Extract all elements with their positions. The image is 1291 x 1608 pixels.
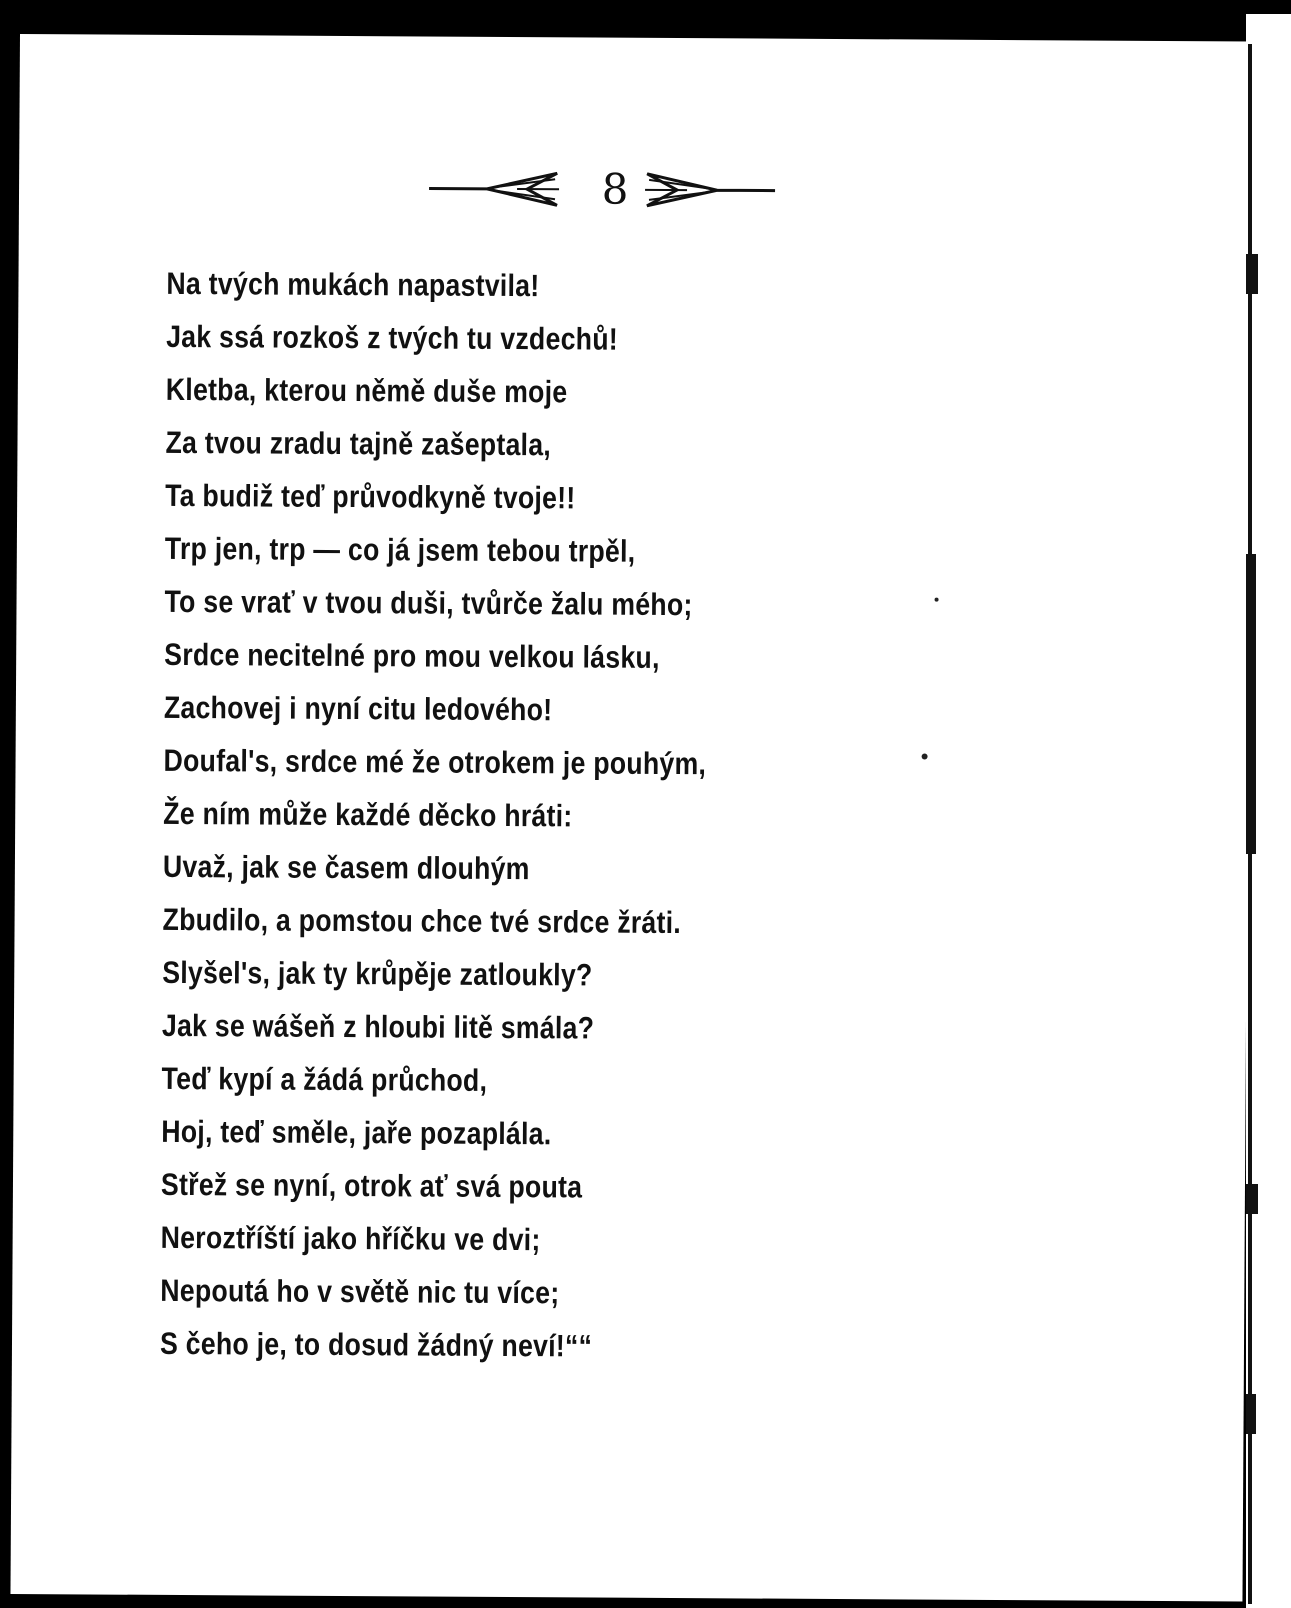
ink-speck	[935, 598, 939, 602]
ink-speck	[922, 754, 928, 760]
poem-line: S čeho je, to dosud žádný neví!““	[159, 1325, 593, 1364]
poem-line: Ta budiž teď průvodkyně tvoje!!	[165, 477, 576, 516]
binding-mark	[1246, 554, 1256, 854]
poem-line: Že ním může každé děcko hráti:	[163, 795, 573, 834]
page-header	[427, 160, 791, 218]
right-flourish-ornament	[627, 168, 777, 213]
poem-line: Slyšel's, jak ty krůpěje zatloukly?	[162, 954, 593, 993]
binding-mark	[1246, 1184, 1258, 1214]
poem-text	[160, 257, 798, 1374]
poem-line: Srdce necitelné pro mou velkou lásku,	[164, 636, 660, 675]
poem-line: Střež se nyní, otrok ať svá pouta	[160, 1166, 583, 1205]
poem-line: Doufal's, srdce mé že otrokem je pouhým,	[163, 742, 707, 782]
poem-line: Teď kypí a žádá průchod,	[161, 1060, 488, 1098]
page-number: 8	[601, 164, 629, 214]
poem-line: Trp jen, trp — co já jsem tebou trpěl,	[164, 530, 636, 569]
poem-line: Kletba, kterou němě duše moje	[165, 371, 568, 410]
poem-line: Uvaž, jak se časem dlouhým	[162, 848, 530, 887]
binding-mark	[1246, 254, 1258, 294]
poem-line: Neroztříští jako hříčku ve dvi;	[160, 1219, 541, 1258]
poem-line: Hoj, teď směle, jaře pozaplála.	[161, 1113, 552, 1152]
poem-line: Na tvých mukách napastvila!	[166, 265, 540, 304]
poem-line: Nepoutá ho v světě nic tu více;	[160, 1272, 560, 1311]
paper-sheet	[10, 34, 1252, 1601]
poem-line: Zachovej i nyní citu ledového!	[163, 689, 553, 728]
poem-line: To se vrať v tvou duši, tvůrče žalu mého;	[164, 583, 693, 623]
poem-line: Jak ssá rozkoš z tvých tu vzdechů!	[166, 318, 619, 357]
left-flourish-ornament	[427, 166, 577, 211]
poem-line: Zbudilo, a pomstou chce tvé srdce žráti.	[162, 901, 682, 941]
poem-line: Jak se wášeň z hloubi litě smála?	[161, 1007, 595, 1046]
poem-line: Za tvou zradu tajně zašeptala,	[165, 424, 552, 463]
binding-edge	[1246, 14, 1291, 1608]
binding-mark	[1246, 1394, 1256, 1434]
